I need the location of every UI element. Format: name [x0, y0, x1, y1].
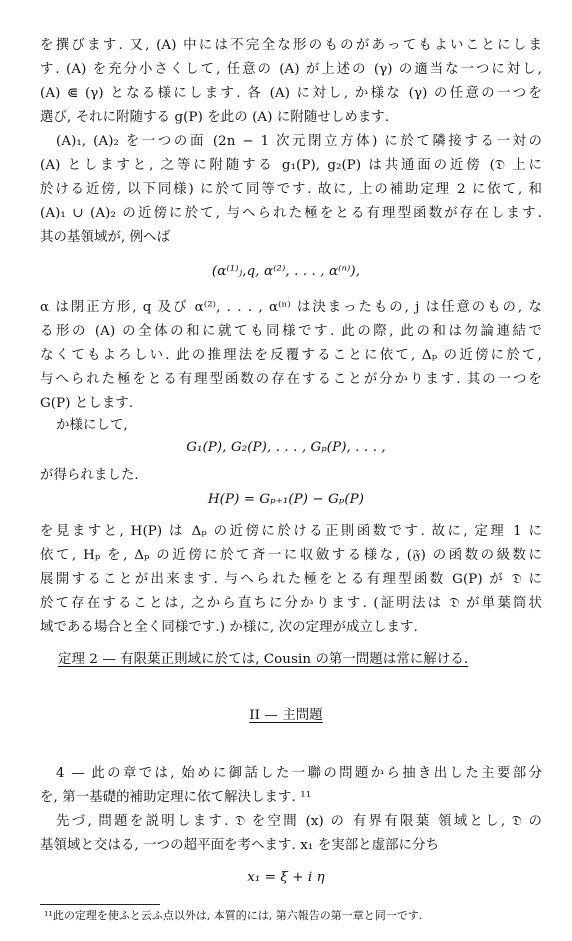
text-line: 於て存在することは, 之から直ちに分かります. (証明法は 𝔇 が単葉筒状	[40, 596, 542, 611]
theorem-statement: 定理 2 — 有限葉正則域に於ては, Cousin の第一問題は常に解ける.	[58, 652, 469, 667]
text-line: 4 — 此の章では, 始めに御話した一聯の問題から抽き出した主要部分	[56, 766, 542, 781]
text-line: 依て, Hₚ を, Δₚ の近傍に於て斉一に収斂する様な, (𝔉) の函数の級数に	[40, 548, 542, 563]
text-line: 選び, それに附随する g(P) を此の (A) に附随せしめます.	[40, 110, 390, 125]
text-line: る形の (A) の全体の和に就ても同様です. 此の際, 此の和は勿論連結で	[40, 324, 542, 339]
text-line: 与へられた極をとる有理型函数の存在することが分かります. 其の一つを	[40, 372, 542, 387]
text-line: を, 第一基礎的補助定理に依て解決します. ¹¹	[40, 790, 312, 805]
text-line: を見ますと, H(P) は Δₚ の近傍に於ける正則函数です. 故に, 定理 1 に	[40, 524, 542, 539]
text-line: なくてもよろしい. 此の推理法を反覆することに依て, Δₚ の近傍に於て,	[40, 348, 542, 363]
text-line: す. (A) を充分小さくして, 任意の (A) が上述の (γ) の適当な一つに対し,	[40, 62, 542, 77]
text-line: (A) としますと, 之等に附随する g₁(P), g₂(P) は共通面の近傍 (𝔇 上に	[40, 158, 542, 173]
section-heading: II — 主問題	[249, 708, 323, 723]
text-line: α は閉正方形, q 及び α⁽²⁾, . . . , α⁽ⁿ⁾ は決まったもの, j は任意のもの, な	[40, 300, 542, 315]
text-line: 先づ, 問題を説明します. 𝔇 を空間 (x) の 有界有限葉 領域とし, 𝔇 の	[56, 814, 542, 829]
text-line: (A) ⋐ (γ) となる様にします. 各 (A) に対し, か様な (γ) の任意の一つを	[40, 86, 542, 101]
equation: G₁(P), G₂(P), . . . , Gₚ(P), . . . ,	[186, 440, 386, 455]
text-line: (A)₁, (A)₂ を一つの面 (2n − 1 次元閉立方体) に於て隣接する一対の	[56, 134, 542, 149]
text-line: 展開することが出来ます. 与へられた極をとる有理型函数 G(P) が 𝔇 に	[40, 572, 542, 587]
text-line: 基領域と交はる, 一つの超平面を考へます. x₁ を実部と虚部に分ち	[40, 838, 440, 853]
text-line: か様にして,	[56, 418, 128, 433]
text-line: が得られました.	[40, 468, 139, 483]
text-line: を撰びます. 又, (A) 中には不完全な形のものがあってもよいことにしま	[40, 38, 542, 53]
text-line: 於ける近傍, 以下同様) に於て同等です. 故に, 上の補助定理 2 に依て, 和	[40, 182, 542, 197]
text-line: (A)₁ ∪ (A)₂ の近傍に於て, 与へられた極をとる有理型函数が存在します.	[40, 206, 542, 221]
footnote: ¹¹此の定理を使ふと云ふ点以外は, 本質的には, 第六報告の第一章と同一です.	[44, 909, 423, 922]
text-line: G(P) とします.	[40, 396, 134, 411]
equation: H(P) = Gₚ₊₁(P) − Gₚ(P)	[207, 492, 365, 507]
text-line: 其の基領域が, 例へば	[40, 230, 171, 245]
footnote-rule	[40, 904, 160, 905]
text-line: 域である場合と全く同様です.) か様に, 次の定理が成立します.	[40, 620, 418, 635]
equation: x₁ = ξ + i η	[247, 870, 325, 885]
equation: (α⁽¹⁾ⱼ,q, α⁽²⁾, . . . , α⁽ⁿ⁾),	[211, 264, 361, 279]
